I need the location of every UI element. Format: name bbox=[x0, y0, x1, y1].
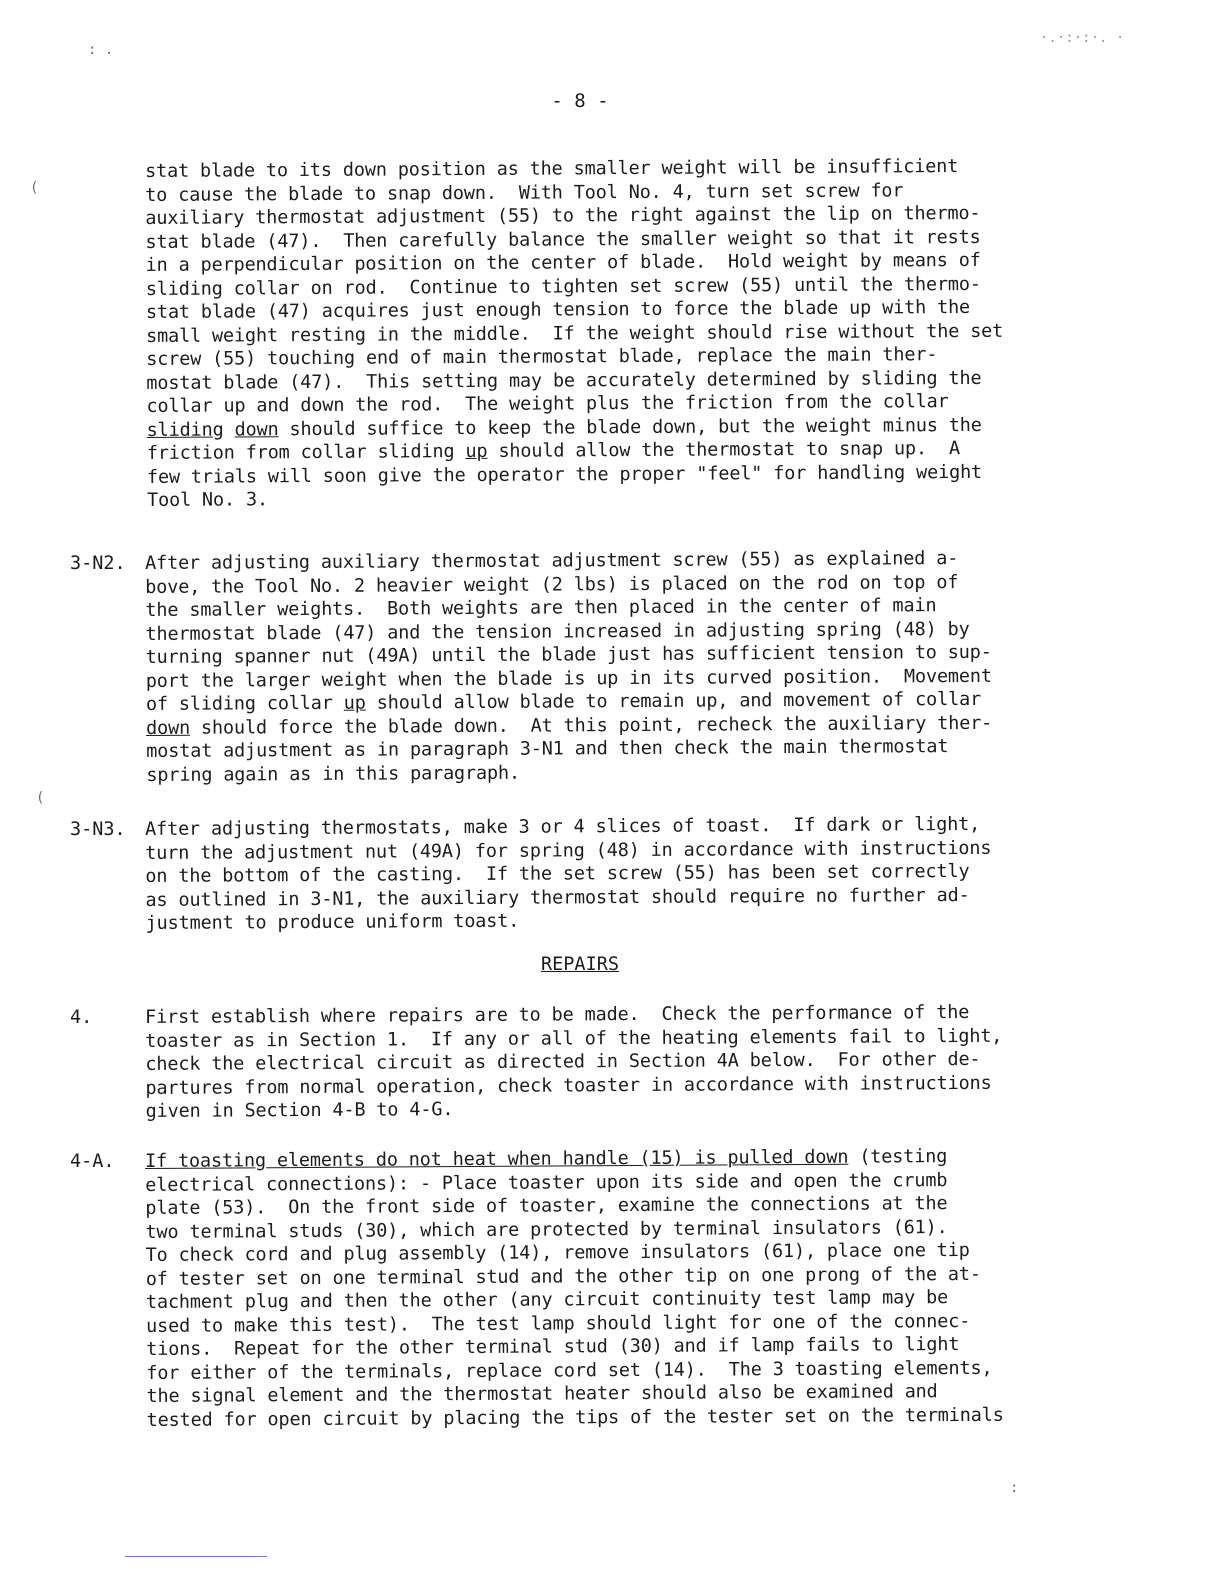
text-line: partures from normal operation, check toaster in accordance with instructions bbox=[145, 1072, 992, 1099]
text-line: of tester set on one terminal stud and the other tip on one prong of the at- bbox=[145, 1263, 981, 1290]
underlined-word: down bbox=[146, 717, 191, 739]
text-line: the signal element and the thermostat heater should also be examined and bbox=[146, 1381, 938, 1407]
text-line: stat blade (47). Then carefully balance the smaller weight so that it rests bbox=[145, 226, 981, 253]
underlined-word: sliding bbox=[146, 419, 224, 441]
underlined-word: down bbox=[234, 418, 279, 440]
text-run: should allow the thermostat to snap up. A bbox=[487, 438, 960, 462]
underlined-word: up bbox=[465, 440, 488, 463]
text-line: turn the adjustment nut (49A) for spring (48) in accordance with instructions bbox=[145, 837, 992, 864]
text-line: To check cord and plug assembly (14), remove insulators (61), place one tip bbox=[145, 1239, 970, 1266]
text-line: few trials will soon give the operator the proper "feel" for handling weight bbox=[146, 461, 983, 488]
text-line: plate (53). On the front side of toaster, examine the connections at the bbox=[145, 1193, 948, 1219]
text-line: After adjusting thermostats, make 3 or 4 slices of toast. If dark or light, bbox=[145, 813, 981, 840]
text-line: First establish where repairs are to be made. Check the performance of the bbox=[145, 1001, 970, 1028]
text-line: port the larger weight when the blade is up in its curved position. Movement bbox=[145, 665, 992, 692]
text-line: used to make this test). The test lamp should light for one of the connec- bbox=[146, 1310, 971, 1337]
text-run: (testing bbox=[848, 1146, 948, 1168]
text-line: tions. Repeat for the other terminal stud (30) and if lamp fails to light bbox=[146, 1334, 960, 1360]
section-heading: REPAIRS bbox=[541, 954, 619, 975]
text-run: should suffice to keep the blade down, but the weight minus the bbox=[278, 414, 982, 440]
text-line: bove, the Tool No. 2 heavier weight (2 lbs) is placed on the rod on top of bbox=[145, 571, 959, 598]
text-line: mostat adjustment as in paragraph 3-N1 and then check the main thermostat bbox=[146, 736, 949, 762]
text-line: given in Section 4-B to 4-G. bbox=[145, 1099, 454, 1122]
text-line: electrical connections): - Place toaster upon its side and open the crumb bbox=[145, 1169, 948, 1196]
text-line: justment to produce uniform toast. bbox=[145, 910, 520, 934]
text-line: stat blade (47) acquires just enough tension to force the blade up with the bbox=[145, 296, 971, 323]
text-line: sliding collar on rod. Continue to tighten set screw (55) until the thermo- bbox=[145, 273, 981, 300]
text-line: stat blade to its down position as the smaller weight will be insufficient bbox=[145, 156, 959, 182]
text-line: as outlined in 3-N1, the auxiliary thermostat should require no further ad- bbox=[145, 884, 970, 911]
scan-speck: ·.·:·:·. · bbox=[1040, 30, 1125, 46]
text-line: the smaller weights. Both weights are then placed in the center of main bbox=[145, 595, 937, 621]
text-line: spring again as in this paragraph. bbox=[146, 762, 521, 786]
text-line: toaster as in Section 1. If any or all of the heating elements fail to light, bbox=[145, 1025, 1003, 1052]
page-number: - 8 - bbox=[551, 90, 609, 112]
text-line: tested for open circuit by placing the tips of the tester set on the terminals bbox=[146, 1404, 1004, 1431]
text-line: After adjusting auxiliary thermostat adjustment screw (55) as explained a- bbox=[145, 548, 959, 574]
text-line: tachment plug and then the other (any circuit continuity test lamp may be bbox=[145, 1287, 949, 1313]
text-line: mostat blade (47). This setting may be accurately determined by sliding the bbox=[146, 367, 982, 394]
text-line: two terminal studs (30), which are protected by terminal insulators (61). bbox=[145, 1216, 948, 1243]
text-line: Tool No. 3. bbox=[147, 489, 269, 511]
bottom-rule bbox=[125, 1556, 267, 1557]
underlined-phrase: If toasting elements do not heat when handle (15) is pulled down bbox=[145, 1146, 849, 1172]
text-run: should force the blade down. At this point, recheck the auxiliary ther- bbox=[189, 712, 993, 739]
text-run: friction from collar sliding bbox=[146, 441, 466, 464]
text-line: for either of the terminals, replace cord set (14). The 3 toasting elements, bbox=[146, 1357, 993, 1384]
text-line: check the electrical circuit as directed in Section 4A below. For other de- bbox=[145, 1048, 981, 1075]
text-line: collar up and down the rod. The weight plus the friction from the collar bbox=[146, 391, 949, 417]
scan-speck: ( bbox=[36, 790, 45, 806]
text-line: to cause the blade to snap down. With Tool No. 4, turn set screw for bbox=[145, 179, 904, 206]
text-line: auxiliary thermostat adjustment (55) to the right against the lip on thermo- bbox=[145, 202, 981, 229]
scan-speck: : bbox=[1010, 1480, 1019, 1496]
text-line: screw (55) touching end of main thermostat blade, replace the main ther- bbox=[146, 344, 938, 370]
text-line: small weight resting in the middle. If the weight should rise without the set bbox=[146, 320, 1004, 347]
scan-speck: : . bbox=[88, 42, 114, 58]
text-line: in a perpendicular position on the center of blade. Hold weight by means of bbox=[145, 249, 981, 276]
text-run: should allow blade to remain up, and movement of collar bbox=[365, 688, 982, 714]
paragraph-label: 4-A. bbox=[70, 1151, 115, 1172]
paragraph-label: 3-N2. bbox=[70, 553, 126, 574]
text-run: of sliding collar bbox=[145, 692, 344, 715]
text-line: turning spanner nut (49A) until the blade just has sufficient tension to sup- bbox=[145, 641, 992, 668]
paragraph-label: 4. bbox=[70, 1007, 93, 1028]
scan-speck: ( bbox=[30, 180, 39, 196]
paragraph-label: 3-N3. bbox=[70, 819, 126, 840]
underlined-word: up bbox=[343, 692, 366, 714]
text-line: on the bottom of the casting. If the set screw (55) has been set correctly bbox=[145, 860, 970, 887]
text-line: thermostat blade (47) and the tension increased in adjusting spring (48) by bbox=[145, 618, 970, 645]
